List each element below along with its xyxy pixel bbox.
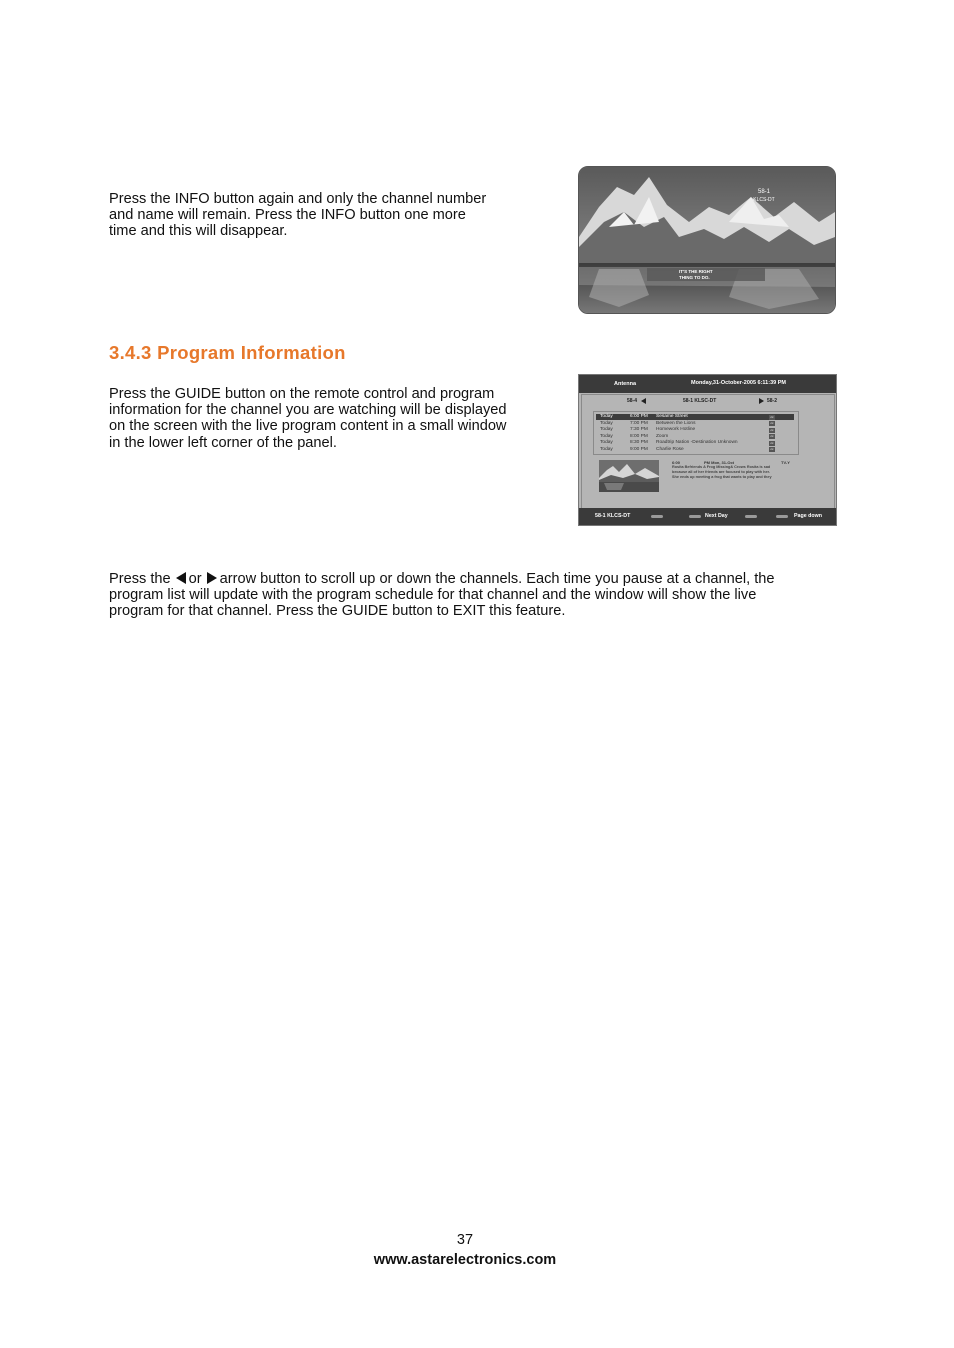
scroll-paragraph-line: program list will update with the program schedule for that channel and the window will show the live bbox=[109, 587, 757, 604]
footer-next-day: Next Day bbox=[705, 513, 728, 519]
channel-number: 58-1 bbox=[757, 189, 770, 195]
program-row: Today 7:00 PM Between the Lions cc bbox=[600, 420, 774, 426]
program-row: Today 8:00 PM Zoom cc bbox=[600, 433, 774, 439]
guide-screenshot bbox=[578, 374, 837, 526]
color-key-icon bbox=[651, 515, 663, 518]
program-description: Rosita Befriends A Frog Missing& Crows Rosita is sad because all of her friends are focused to play with her. She ends up meeting a frog that wants to play and they bbox=[672, 465, 772, 479]
website-url: www.astarelectronics.com bbox=[373, 1252, 557, 1268]
program-row: Today 8:30 PM Roadtrip Nation -Destination Unknown cc bbox=[600, 440, 774, 445]
cc-icon: cc bbox=[770, 414, 774, 419]
program-slogan: IT'S THE RIGHT THING TO DO. bbox=[679, 269, 713, 280]
info-paragraph bbox=[109, 191, 529, 240]
footer-page-down: Page down bbox=[794, 513, 822, 519]
info-paragraph-line: and name will remain. Press the INFO button one more bbox=[109, 207, 466, 224]
right-triangle-icon bbox=[759, 398, 764, 404]
program-list bbox=[593, 411, 799, 455]
cc-icon: cc bbox=[770, 440, 774, 445]
guide-footer-bar bbox=[579, 508, 836, 525]
left-triangle-icon bbox=[176, 572, 186, 584]
detail-rating: TV-Y bbox=[781, 460, 790, 465]
guide-paragraph-line: on the screen with the live program content in a small window bbox=[109, 418, 507, 435]
info-paragraph-line: Press the INFO button again and only the channel number bbox=[109, 191, 487, 207]
mountain-lake-image bbox=[579, 167, 835, 313]
detail-date: PM Mon, 31-Oct bbox=[704, 460, 735, 465]
info-paragraph-line: time and this will disappear. bbox=[109, 223, 288, 240]
live-preview-thumbnail bbox=[599, 460, 659, 492]
page-number: 37 bbox=[456, 1232, 474, 1248]
guide-paragraph-line: information for the channel you are watching will be displayed bbox=[109, 402, 507, 419]
guide-datetime: Monday,31-October-2005 6:11:39 PM bbox=[691, 380, 786, 386]
mountain-thumbnail-image bbox=[599, 460, 659, 492]
left-triangle-icon bbox=[641, 398, 646, 404]
guide-header-bar bbox=[579, 375, 836, 393]
guide-channel-nav bbox=[591, 397, 823, 407]
footer-channel: 58-1 KLCS-DT bbox=[595, 513, 631, 519]
scroll-paragraph-line: program for that channel. Press the GUIDE button to EXIT this feature. bbox=[109, 603, 566, 620]
cc-icon: cc bbox=[770, 434, 774, 438]
scroll-paragraph-line: Press the or arrow button to scroll up or down the channels. Each time you pause at a channel, the bbox=[109, 571, 775, 587]
cc-icon: cc bbox=[770, 427, 774, 432]
color-key-icon bbox=[745, 515, 757, 518]
scroll-paragraph bbox=[109, 571, 839, 620]
section-heading: 3.4.3 Program Information bbox=[109, 342, 346, 363]
guide-source: Antenna bbox=[614, 381, 636, 387]
color-key-icon bbox=[776, 515, 788, 518]
detail-time: 6:00 bbox=[672, 460, 681, 465]
info-screenshot bbox=[578, 166, 836, 314]
cc-icon: cc bbox=[770, 447, 774, 451]
next-channel: 58-2 bbox=[767, 398, 778, 404]
program-row: Today 9:00 PM Charlie Rose cc bbox=[600, 446, 774, 452]
guide-paragraph-line: Press the GUIDE button on the remote control and program bbox=[109, 386, 495, 402]
color-key-icon bbox=[689, 515, 701, 518]
program-row: Today 6:00 PM Sesame Street cc bbox=[596, 414, 794, 420]
program-row: Today 7:30 PM Homework Hotline cc bbox=[600, 427, 774, 432]
prev-channel: 58-4 bbox=[627, 398, 638, 404]
guide-paragraph-line: in the lower left corner of the panel. bbox=[109, 434, 337, 451]
right-triangle-icon bbox=[207, 572, 217, 584]
cc-icon: cc bbox=[770, 421, 774, 425]
current-channel: 58-1 KLSC-DT bbox=[683, 398, 717, 404]
guide-paragraph bbox=[109, 386, 549, 451]
channel-name: KLCS-DT bbox=[753, 197, 775, 203]
